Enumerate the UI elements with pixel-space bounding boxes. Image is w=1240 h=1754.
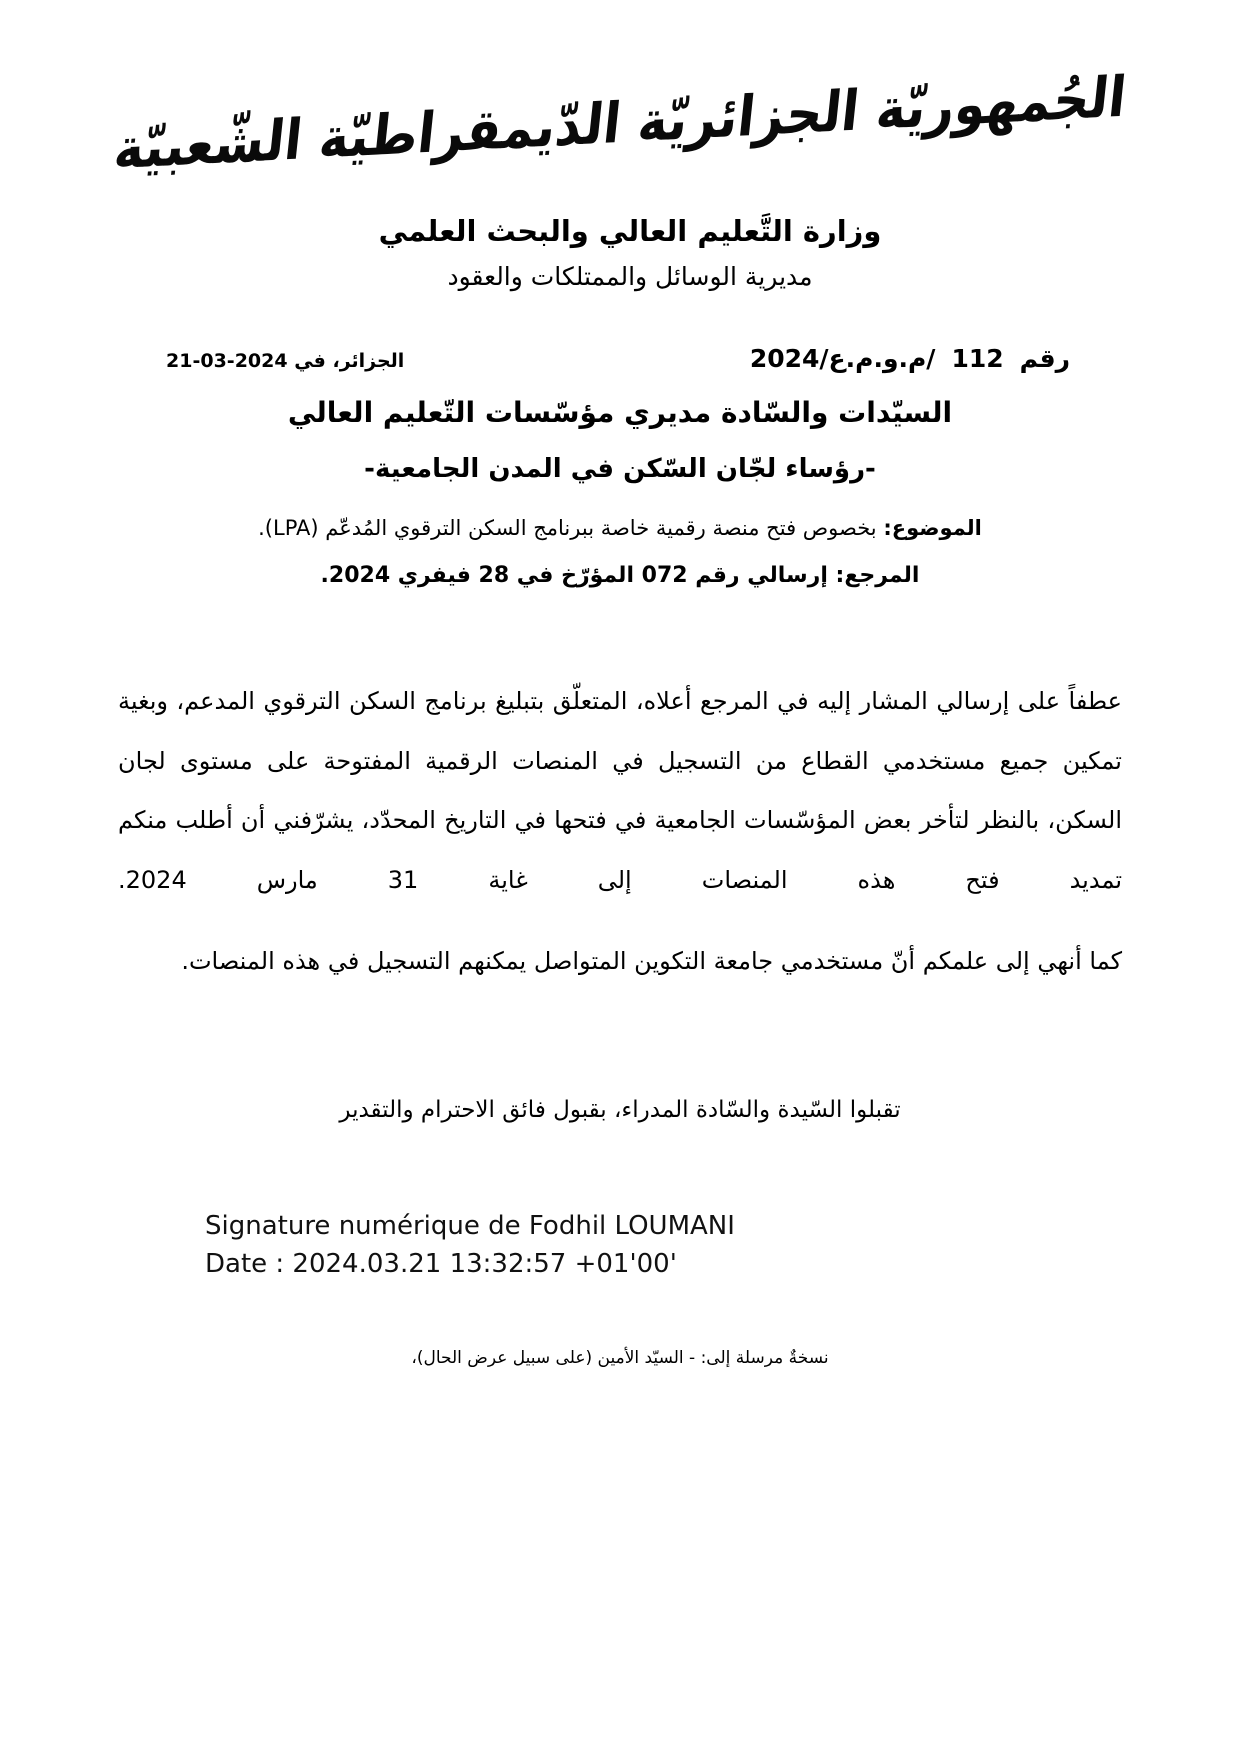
addressee-block [0,392,1240,489]
republic-header [0,64,1240,182]
document-number-value: 112 [951,344,1004,373]
addressee-secondary: -رؤساء لجّان السّكن في المدن الجامعية- [364,454,876,484]
document-number [750,344,1070,373]
body-block [118,672,1122,1000]
signature-date: Date : 2024.03.21 13:32:57 +01'00' [205,1248,677,1279]
directorate-name: مديرية الوسائل والممتلكات والعقود [447,262,813,292]
ministry-name: وزارة التَّعليم العالي والبحث العلمي [378,214,882,248]
reference-label: المرجع: [835,562,920,588]
place-and-date: الجزائر، في 2024-03-21 [166,350,405,372]
document-number-suffix: /م.و.م.ع/2024 [749,344,936,373]
republic-header-text: الجُمهوريّة الجزائريّة الدّيمقراطيّة الشّعبيّة [110,64,1130,182]
addressee-primary: السيّدات والسّادة مديري مؤسّسات التّعليم العالي [287,396,953,429]
reference-text: إرسالي رقم 072 المؤرّخ في 28 فيفري 2024. [320,562,828,588]
digital-signature-block [205,1208,735,1283]
reference-row [166,344,1070,373]
ministry-block [250,212,1010,294]
reference-line [0,558,1240,593]
copy-note: نسخةٌ مرسلة إلى: - السيّد الأمين (على سبيل عرض الحال)، [411,1348,829,1368]
closing-salutation: تقبلوا السّيدة والسّادة المدراء، بقبول فائق الاحترام والتقدير [339,1097,901,1123]
subject-and-reference [0,512,1240,593]
signature-name: Signature numérique de Fodhil LOUMANI [205,1211,735,1241]
body-paragraph-1: عطفاً على إرسالي المشار إليه في المرجع أعلاه، المتعلّق بتبليغ برنامج السكن الترقوي المدعم، وبغية تمكين جميع مستخدمي القطاع من التسجيل في المنصات الرقمية المفتوحة على مستوى لجان السكن، بالنظر لتأخر بعض المؤسّسات الجامعية في فتحها في التاريخ المحدّد، يشرّفني أن أطلب منكم تمديد فتح هذه المنصات إلى غاية 31 مارس 2024. [118,687,1123,894]
body-paragraph-2: كما أنهي إلى علمكم أنّ مستخدمي جامعة التكوين المتواصل يمكنهم التسجيل في هذه المنصات. [181,947,1122,976]
subject-line [0,512,1240,546]
subject-text: بخصوص فتح منصة رقمية خاصة ببرنامج السكن الترقوي المُدعّم (LPA). [258,516,877,540]
document-number-label: رقم [1019,344,1070,373]
subject-label: الموضوع: [883,516,982,540]
